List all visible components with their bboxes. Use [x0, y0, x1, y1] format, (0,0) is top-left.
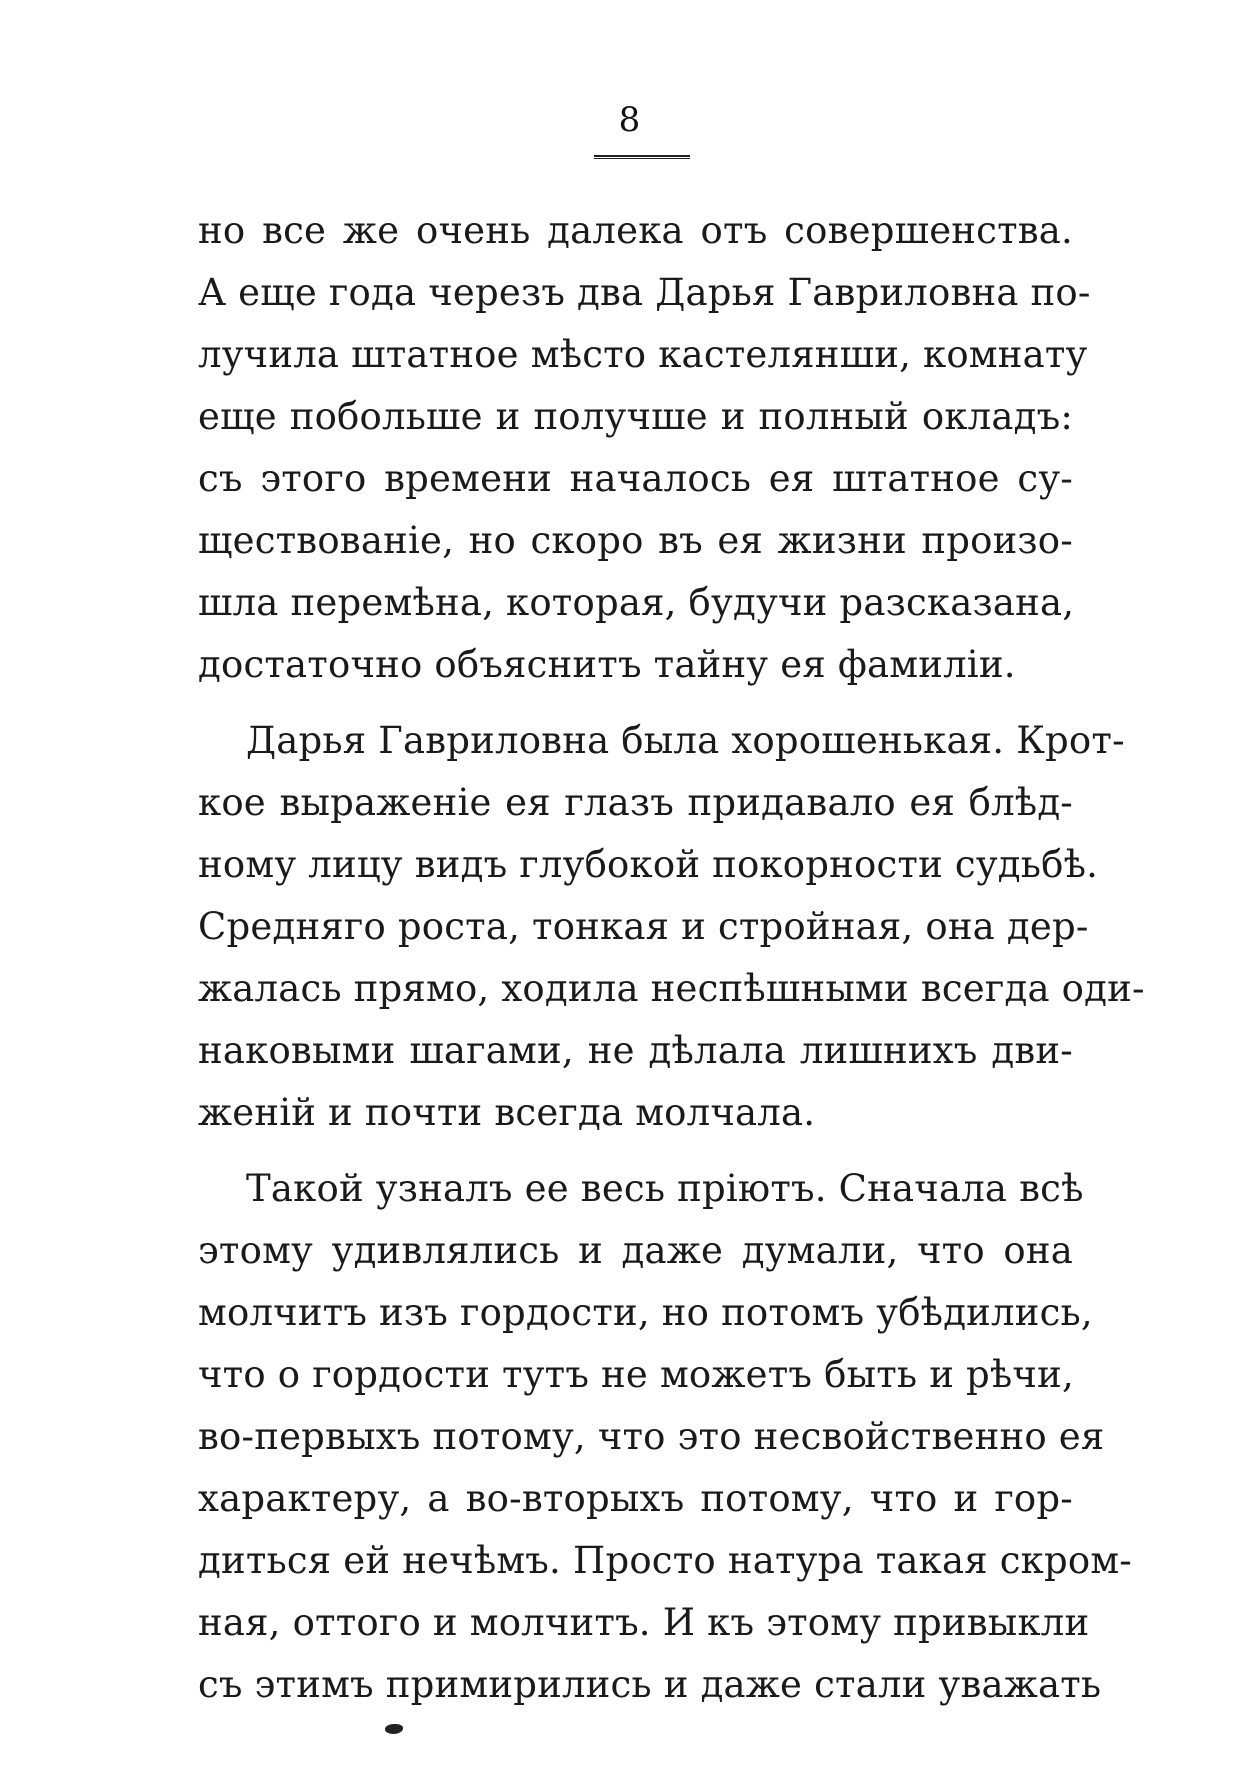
text-line: диться ей нечѣмъ. Просто натура такая скром- [198, 1539, 1132, 1582]
paragraph-3 [198, 1158, 1132, 1716]
text-line: ная, оттого и молчитъ. И къ этому привыкли [198, 1601, 1090, 1644]
text-line: съ этого времени началось ея штатное су- [198, 457, 1073, 500]
text-line: Средняго роста, тонкая и стройная, она дер- [198, 905, 1089, 948]
text-line: молчитъ изъ гордости, но потомъ убѣдились, [198, 1291, 1093, 1334]
text-line: лучила штатное мѣсто кастелянши, комнату [198, 333, 1088, 376]
text-line: этому удивлялись и даже думали, что она [198, 1229, 1073, 1272]
text-line: А еще года черезъ два Дарья Гавриловна по- [198, 271, 1091, 314]
text-line: жалась прямо, ходила неспѣшными всегда оди- [198, 967, 1145, 1010]
text-line: съ этимъ примирились и даже стали уважать [198, 1663, 1102, 1706]
page-number: 8 [618, 100, 641, 140]
body-text [198, 200, 1145, 1730]
text-line: еще побольше и получше и полный окладъ: [198, 395, 1073, 438]
text-line: шла перемѣна, которая, будучи разсказана, [198, 581, 1075, 624]
page-number-rule [594, 155, 690, 159]
text-line: во-первыхъ потому, что это несвойственно ея [198, 1415, 1105, 1458]
paragraph-1 [198, 200, 1091, 696]
paragraph-2 [198, 710, 1145, 1144]
text-line: характеру, а во-вторыхъ потому, что и гор- [198, 1477, 1073, 1520]
text-line: Такой узналъ ее весь пріютъ. Сначала всѣ [246, 1167, 1084, 1210]
text-line: что о гордости тутъ не можетъ быть и рѣчи, [198, 1353, 1074, 1396]
ink-blot-mark [385, 1724, 403, 1734]
text-line: Дарья Гавриловна была хорошенькая. Крот- [246, 719, 1125, 762]
text-line: но все же очень далека отъ совершенства. [198, 209, 1073, 252]
text-line: наковыми шагами, не дѣлала лишнихъ дви- [198, 1029, 1073, 1072]
text-line: ществованіе, но скоро въ ея жизни произо- [198, 519, 1073, 562]
text-line: женій и почти всегда молчала. [198, 1091, 816, 1134]
text-line: кое выраженіе ея глазъ придавало ея блѣд- [198, 781, 1073, 824]
text-line: ному лицу видъ глубокой покорности судьбѣ. [198, 843, 1099, 886]
text-line: достаточно объяснитъ тайну ея фамиліи. [198, 643, 1016, 686]
